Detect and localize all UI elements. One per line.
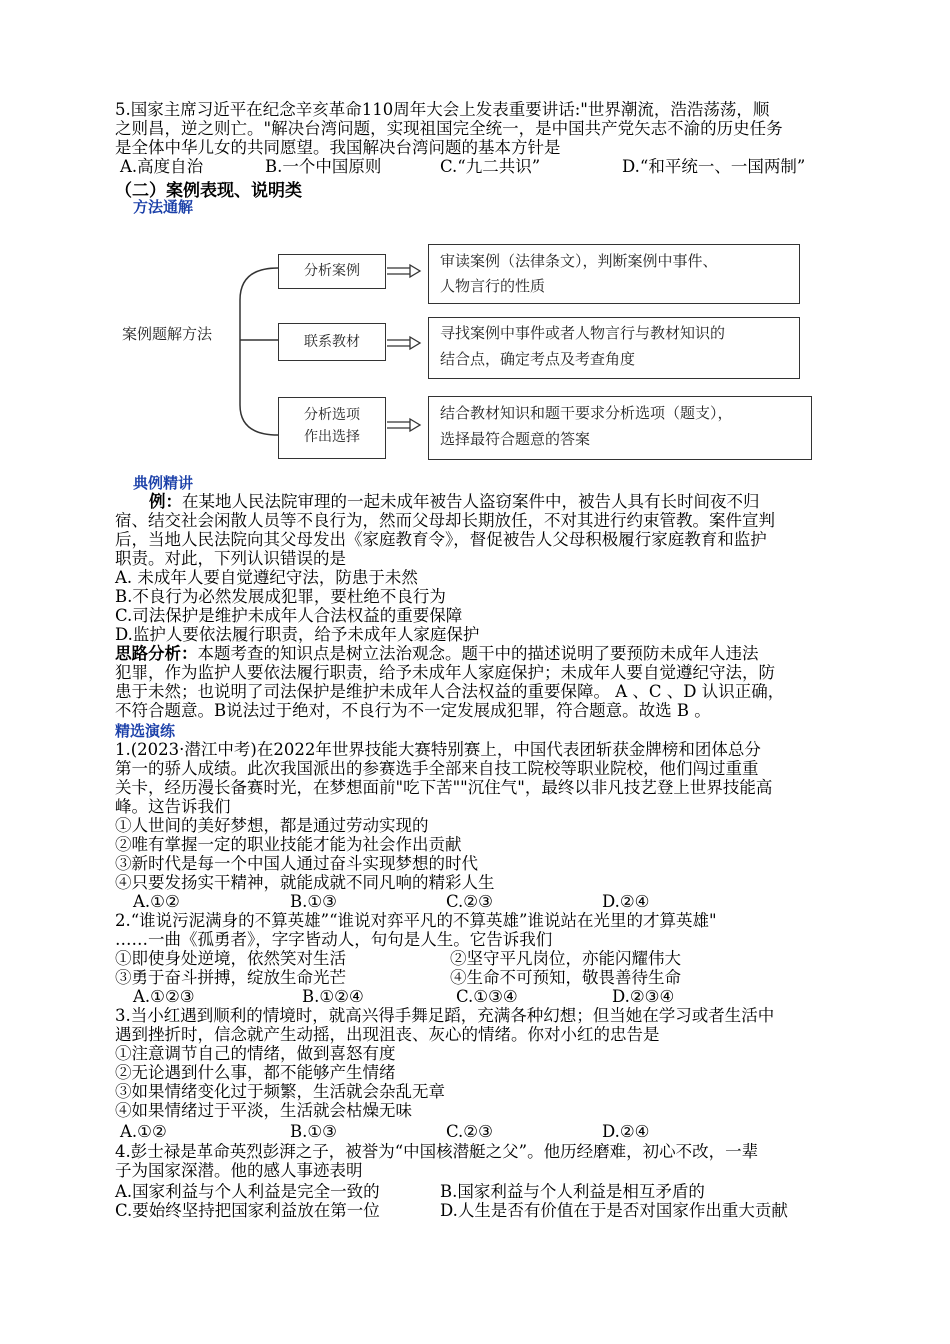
q3-option-b: B.①③ xyxy=(290,1122,337,1141)
example-option-d: D.监护人要依法履行职责，给予未成年人家庭保护 xyxy=(115,625,480,644)
q1-line-4: 峰。这告诉我们 xyxy=(115,797,231,816)
q1-item-1: ①人世间的美好梦想，都是通过劳动实现的 xyxy=(115,816,429,835)
example-line-3: 后，当地人民法院向其父母发出《家庭教育令》，督促被告人父母积极履行家庭教育和监护 xyxy=(115,530,767,549)
analysis-text-1: 本题考查的知识点是树立法治观念。题干中的描述说明了要预防未成年人违法 xyxy=(197,644,759,663)
q5-option-b: B.一个中国原则 xyxy=(265,157,382,176)
example-line-4: 职责。对此，下列认识错误的是 xyxy=(115,549,346,568)
q1-item-3: ③新时代是每一个中国人通过奋斗实现梦想的时代 xyxy=(115,854,478,873)
q2-option-c: C.①③④ xyxy=(456,987,518,1006)
analysis-line-1 xyxy=(115,644,759,663)
practice-heading: 精选演练 xyxy=(115,722,176,740)
analysis-line-4: 不符合题意。B说法过于绝对，不良行为不一定发展成犯罪，符合题意。故选 B 。 xyxy=(115,701,711,720)
q1-line-3: 关卡，经历漫长备赛时光，在梦想面前"吃下苦""沉住气"，最终以非凡技艺登上世界技能高 xyxy=(115,778,773,797)
step-choose-answer-label-2: 作出选择 xyxy=(304,429,360,445)
example-prefix: 例： xyxy=(149,492,182,511)
q4-line-2: 子为国家深潜。他的感人事迹表明 xyxy=(115,1161,363,1180)
step-analyze-case-label: 分析案例 xyxy=(304,263,360,279)
q2-line-2: ……一曲《孤勇者》，字字皆动人，句句是人生。它告诉我们 xyxy=(115,930,553,949)
analysis-line-2: 犯罪，作为监护人要依法履行职责，给予未成年人家庭保护；未成年人要自觉遵纪守法，防 xyxy=(115,663,775,682)
q2-item-4: ④生命不可预知，敬畏善待生命 xyxy=(450,968,681,987)
desc-3-line-2: 选择最符合题意的答案 xyxy=(440,430,591,448)
section-title: （二）案例表现、说明类 xyxy=(115,181,302,201)
q4-option-c: C.要始终坚持把国家利益放在第一位 xyxy=(115,1201,380,1220)
method-heading: 方法通解 xyxy=(133,198,194,216)
q3-option-a: A.①② xyxy=(120,1122,167,1141)
q2-item-3: ③勇于奋斗拼搏，绽放生命光芒 xyxy=(115,968,346,987)
q5-option-d: D.“和平统一、一国两制” xyxy=(622,157,806,176)
q3-option-c: C.②③ xyxy=(446,1122,493,1141)
q2-option-a: A.①②③ xyxy=(133,987,195,1006)
q3-item-2: ②无论遇到什么事，都不能够产生情绪 xyxy=(115,1063,396,1082)
example-text-1: 在某地人民法院审理的一起未成年被告人盗窃案件中，被告人具有长时间夜不归 xyxy=(182,492,760,511)
q2-line-1: 2.“谁说污泥满身的不算英雄”“谁说对弈平凡的不算英雄”谁说站在光里的才算英雄" xyxy=(115,911,717,930)
q1-item-2: ②唯有掌握一定的职业技能才能为社会作出贡献 xyxy=(115,835,462,854)
q5-option-a: A.高度自治 xyxy=(120,157,204,176)
analysis-label: 思路分析： xyxy=(115,644,198,663)
example-option-c: C.司法保护是维护未成年人合法权益的重要保障 xyxy=(115,606,463,625)
diagram-root-label: 案例题解方法 xyxy=(122,325,213,343)
q2-item-1: ①即使身处逆境，依然笑对生活 xyxy=(115,949,346,968)
desc-2-line-1: 寻找案例中事件或者人物言行与教材知识的 xyxy=(440,324,726,342)
q1-line-2: 第一的骄人成绩。此次我国派出的参赛选手全部来自技工院校等职业院校，他们闯过重重 xyxy=(115,759,759,778)
example-heading: 典例精讲 xyxy=(133,474,194,492)
analysis-line-3: 患于未然；也说明了司法保护是维护未成年人合法权益的重要保障。 A 、C 、D 认识正确， xyxy=(115,682,785,701)
example-line-2: 宿、结交社会闲散人员等不良行为，然而父母却长期放任，不对其进行约束管教。案件宣判 xyxy=(115,511,775,530)
q4-line-1: 4.彭士禄是革命英烈彭湃之子，被誉为“中国核潜艇之父”。他历经磨难，初心不改，一辈 xyxy=(115,1142,759,1161)
q2-option-d: D.②③④ xyxy=(612,987,675,1006)
q3-item-3: ③如果情绪变化过于频繁，生活就会杂乱无章 xyxy=(115,1082,445,1101)
desc-1-line-1: 审读案例（法律条文），判断案例中事件、 xyxy=(440,252,718,270)
q1-option-b: B.①③ xyxy=(290,892,337,911)
q3-option-d: D.②④ xyxy=(602,1122,650,1141)
q1-option-a: A.①② xyxy=(133,892,180,911)
q3-line-1: 3.当小红遇到顺利的情境时，就高兴得手舞足蹈，充满各种幻想；但当她在学习或者生活中 xyxy=(115,1006,775,1025)
desc-2-line-2: 结合点，确定考点及考查角度 xyxy=(440,350,636,368)
step-choose-answer-label-1: 分析选项 xyxy=(304,407,360,423)
step-link-textbook-label: 联系教材 xyxy=(304,334,360,350)
q5-option-c: C.“九二共识” xyxy=(440,157,541,176)
q3-item-1: ①注意调节自己的情绪，做到喜怒有度 xyxy=(115,1044,396,1063)
q1-option-c: C.②③ xyxy=(446,892,493,911)
desc-1-line-2: 人物言行的性质 xyxy=(440,277,546,295)
q3-item-4: ④如果情绪过于平淡，生活就会枯燥无味 xyxy=(115,1101,412,1120)
q2-item-2: ②坚守平凡岗位，亦能闪耀伟大 xyxy=(450,949,681,968)
q1-item-4: ④只要发扬实干精神，就能成就不同凡响的精彩人生 xyxy=(115,873,495,892)
q5-line-2: 之则昌，逆之则亡。"解决台湾问题，实现祖国完全统一，是中国共产党矢志不渝的历史任务 xyxy=(115,119,783,138)
q5-line-1: 5.国家主席习近平在纪念辛亥革命110周年大会上发表重要讲话:"世界潮流，浩浩荡荡，顺 xyxy=(115,100,770,119)
desc-3-line-1: 结合教材知识和题干要求分析选项（题支）， xyxy=(440,404,733,422)
q1-line-1: 1.(2023·潜江中考)在2022年世界技能大赛特别赛上，中国代表团斩获金牌榜和团体总分 xyxy=(115,740,761,759)
q1-option-d: D.②④ xyxy=(602,892,650,911)
q4-option-b: B.国家利益与个人利益是相互矛盾的 xyxy=(440,1182,705,1201)
example-option-b: B.不良行为必然发展成犯罪，要杜绝不良行为 xyxy=(115,587,446,606)
example-line-1 xyxy=(149,492,760,511)
example-option-a: A. 未成年人要自觉遵纪守法，防患于未然 xyxy=(115,568,418,587)
q5-line-3: 是全体中华儿女的共同愿望。我国解决台湾问题的基本方针是 xyxy=(115,138,561,157)
q4-option-a: A.国家利益与个人利益是完全一致的 xyxy=(115,1182,380,1201)
q4-option-d: D.人生是否有价值在于是否对国家作出重大贡献 xyxy=(440,1201,788,1220)
q2-option-b: B.①②④ xyxy=(302,987,364,1006)
q3-line-2: 遇到挫折时，信念就产生动摇，出现沮丧、灰心的情绪。你对小红的忠告是 xyxy=(115,1025,660,1044)
